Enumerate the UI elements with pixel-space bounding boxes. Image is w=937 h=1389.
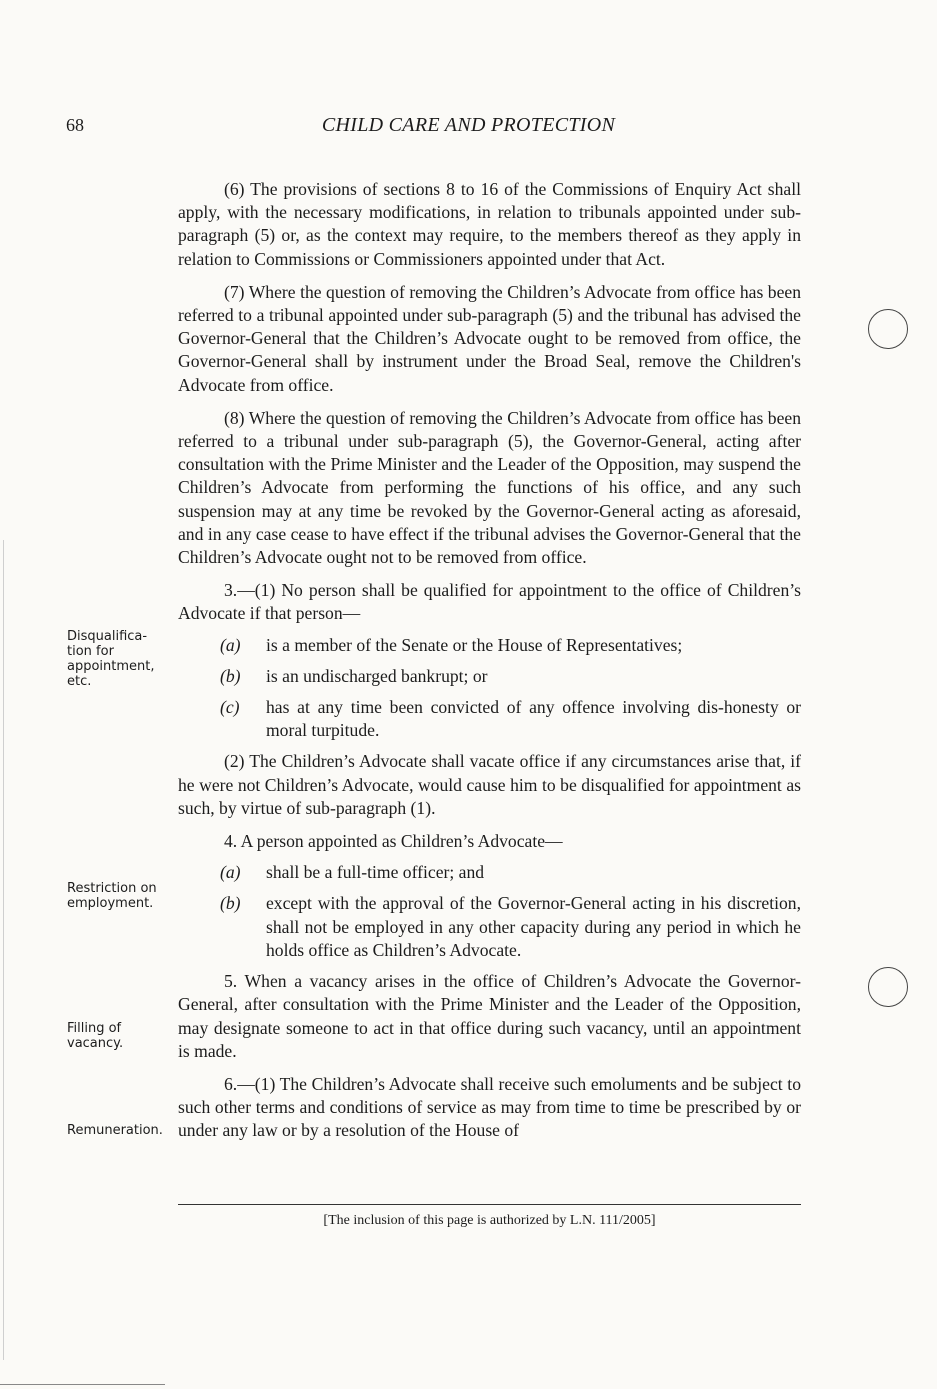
paragraph-8: (8) Where the question of removing the Children’s Advocate from office has been referred to a tribunal under sub-paragraph (5), the Governor-General, acting after consultation with the Prime Minister and the Leader of the Opposition, may suspend the Children’s Advocate from performing the functions of his office, and any such suspension may at any time be revoked by the Governor-General acting as aforesaid, and in any case cease to have effect if the tribunal advises the Governor-General that the Children’s Advocate ought not to be removed from office. xyxy=(178,407,801,568)
list-item-text: has at any time been convicted of any offence involving dis-honesty or moral turpitude. xyxy=(266,697,801,741)
list-item xyxy=(178,892,801,962)
paragraph-6: (6) The provisions of sections 8 to 16 of the Commissions of Enquiry Act shall apply, with the necessary modifications, in relation to tribunals appointed under sub-paragraph (5) or, as the context may require, to the members thereof as they apply in relation to Commissions or Commissioners appointed under that Act. xyxy=(178,179,801,269)
paragraph-7: (7) Where the question of removing the Children’s Advocate from office has been referred to a tribunal appointed under sub-paragraph (5) and the tribunal has advised the Governor-General that the Children’s Advocate ought to be removed from office, the Governor-General shall by instrument under the Broad Seal, remove the Children's Advocate from office. xyxy=(178,281,801,395)
body-text xyxy=(178,178,801,1153)
list-item-label: (c) xyxy=(220,697,240,718)
punch-hole-icon xyxy=(868,309,908,349)
section-6: 6.—(1) The Children’s Advocate shall receive such emoluments and be subject to such other terms and conditions of service as may from time to time be prescribed by or under any law or by a resolution of the House of xyxy=(178,1073,801,1141)
scan-edge-line xyxy=(3,540,4,1360)
list-item-label: (a) xyxy=(220,634,241,655)
list-item xyxy=(178,861,801,884)
running-head: CHILD CARE AND PROTECTION xyxy=(321,114,616,136)
section-5: 5. When a vacancy arises in the office of Children’s Advocate the Governor-General, after consultation with the Prime Minister and the Leader of the Opposition, may designate someone to act in that office during such vacancy, until an appointment is made. xyxy=(178,971,801,1061)
list-item-text: is an undischarged bankrupt; or xyxy=(266,665,488,686)
footer-note: [The inclusion of this page is authorized by L.N. 111/2005] xyxy=(323,1213,656,1228)
list-item xyxy=(178,665,801,688)
list-item-label: (a) xyxy=(220,862,241,883)
list-item-text: except with the approval of the Governor-General acting in his discretion, shall not be employed in any other capacity during any period in which he holds office as Children’s Advocate. xyxy=(266,893,801,960)
scan-bottom-line xyxy=(0,1384,165,1385)
list-item xyxy=(178,696,801,742)
list-item xyxy=(178,634,801,657)
section-3-1: 3.—(1) No person shall be qualified for appointment to the office of Children’s Advocate if that person— xyxy=(178,580,801,624)
margin-note-remuneration: Remuneration. xyxy=(67,1123,163,1138)
section-4: 4. A person appointed as Children’s Advocate— xyxy=(224,831,563,852)
list-item-text: shall be a full-time officer; and xyxy=(266,862,485,883)
margin-note-disqualification: Disqualifica-tion for appointment, etc. xyxy=(67,629,155,689)
list-item-label: (b) xyxy=(220,665,241,686)
footer-rule xyxy=(178,1204,801,1205)
margin-note-restriction: Restriction on employment. xyxy=(67,881,157,911)
list-item-label: (b) xyxy=(220,893,241,914)
list-item-text: is a member of the Senate or the House of Representatives; xyxy=(266,634,683,655)
section-3-2: (2) The Children’s Advocate shall vacate office if any circumstances arise that, if he were not Children’s Advocate, would cause him to be disqualified for appointment as such, by virtue of sub-paragraph (1). xyxy=(178,751,801,818)
page-number: 68 xyxy=(66,115,84,135)
margin-note-filling: Filling of vacancy. xyxy=(67,1021,124,1051)
punch-hole-icon xyxy=(868,967,908,1007)
